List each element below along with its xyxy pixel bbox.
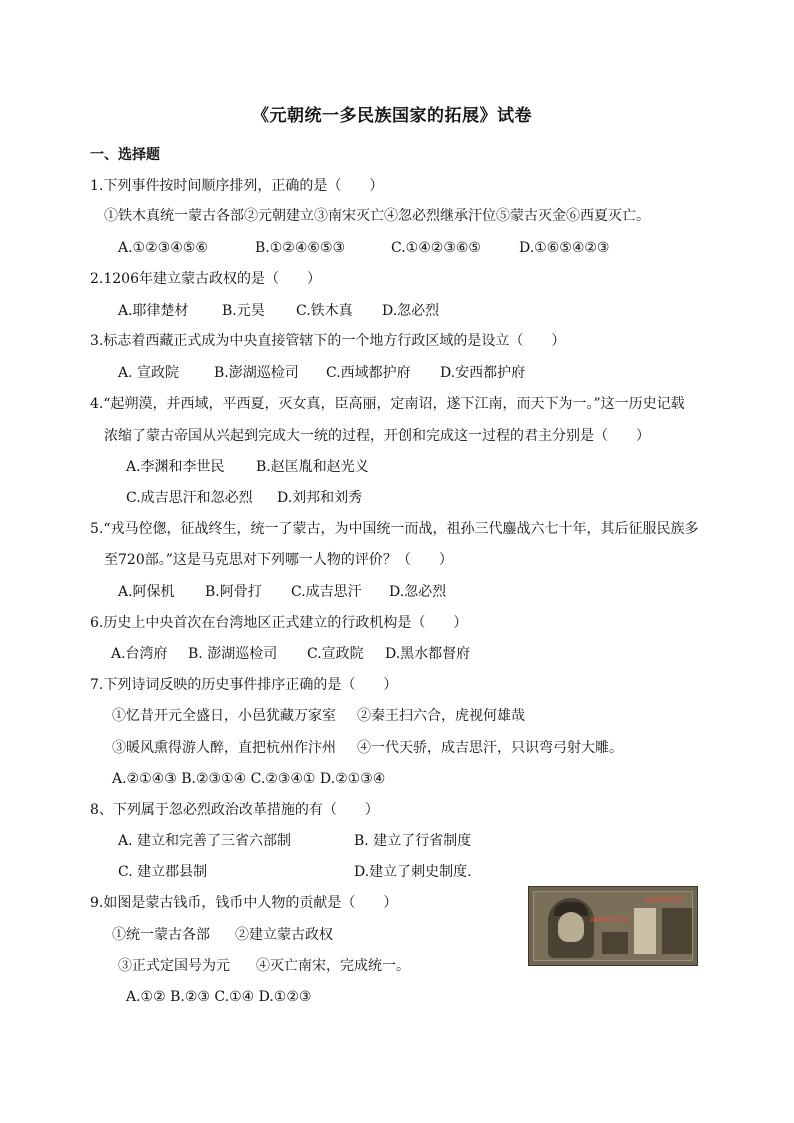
q6-option-c: C.宣政院 (307, 646, 364, 662)
q1-option-c: C.①④②③⑥⑤ (391, 240, 481, 256)
q1-option-b: B.①②④⑥⑤③ (255, 240, 346, 256)
q2-option-b: B.元昊 (222, 303, 265, 319)
q3-stem: 3.标志着西藏正式成为中央直接管辖下的一个地方行政区域的是设立（ ） (90, 333, 566, 349)
q8-stem: 8、下列属于忽必烈政治改革措施的有（ ） (90, 802, 379, 818)
q3-option-a: A. 宣政院 (118, 365, 180, 381)
q7-item-4: ④一代天骄，成吉思汗，只识弯弓射大雕。 (357, 740, 623, 756)
page-title: 《元朝统一多民族国家的拓展》试卷 (252, 106, 532, 126)
q5-option-d: D.忽必烈 (389, 584, 447, 600)
mongolian-banknote-image (528, 886, 698, 966)
q9-item-4: ④灭亡南宋，完成统一。 (256, 958, 410, 974)
q5-option-b: B.阿骨打 (205, 584, 262, 600)
q5-stem-line2: 至720部。”这是马克思对下列哪一人物的评价？（ ） (104, 552, 453, 568)
q6-option-a: A.台湾府 (111, 646, 168, 662)
banknote-watermark-panel (634, 908, 656, 954)
q7-item-1: ①忆昔开元全盛日，小邑犹藏万家室 (112, 708, 336, 724)
portrait-face (558, 912, 584, 942)
q9-stem: 9.如图是蒙古钱币，钱币中人物的贡献是（ ） (90, 895, 398, 911)
q1-items: ①铁木真统一蒙古各部②元朝建立③南宋灭亡④忽必烈继承汗位⑤蒙古灭金⑥西夏灭亡。 (104, 208, 650, 224)
banknote-serial-top: AA5983275 (646, 896, 684, 904)
q8-option-d: D.建立了刺史制度. (354, 864, 472, 880)
q6-option-d: D.黑水都督府 (385, 646, 471, 662)
q4-stem-line2: 浓缩了蒙古帝国从兴起到完成大一统的过程，开创和完成这一过程的君主分别是（ ） (104, 428, 650, 444)
banknote-frame (533, 891, 693, 961)
q1-stem: 1.下列事件按时间顺序排列，正确的是（ ） (90, 178, 384, 194)
q9-item-2: ②建立蒙古政权 (235, 927, 333, 943)
q2-option-a: A.耶律楚材 (118, 303, 189, 319)
genghis-khan-portrait (548, 898, 594, 958)
q5-option-a: A.阿保机 (118, 584, 175, 600)
q8-option-a: A. 建立和完善了三省六部制 (118, 833, 292, 849)
q9-options: A.①② B.②③ C.①④ D.①②③ (126, 989, 312, 1005)
q4-option-d: D.刘邦和刘秀 (277, 490, 363, 506)
q4-option-c: C.成吉思汗和忽必烈 (126, 490, 253, 506)
q7-options: A.②①④③ B.②③①④ C.②③④① D.②①③④ (112, 771, 386, 787)
q3-option-b: B.澎湖巡检司 (214, 365, 299, 381)
q2-stem: 2.1206年建立蒙古政权的是（ ） (90, 271, 321, 287)
q9-item-3: ③正式定国号为元 (118, 958, 230, 974)
q3-option-c: C.西域都护府 (326, 365, 411, 381)
q7-item-3: ③暖风熏得游人醉，直把杭州作汴州 (112, 740, 336, 756)
q6-stem: 6.历史上中央首次在台湾地区正式建立的行政机构是（ ） (90, 615, 468, 631)
q3-option-d: D.安西都护府 (440, 365, 526, 381)
q2-option-d: D.忽必烈 (382, 303, 440, 319)
q8-option-c: C. 建立郡县制 (118, 864, 208, 880)
q7-stem: 7.下列诗词反映的历史事件排序正确的是（ ） (90, 677, 398, 693)
q4-option-a: A.李渊和李世民 (126, 459, 225, 475)
q5-stem-line1: 5.“戎马倥偬，征战终生，统一了蒙古，为中国统一而战，祖孙三代鏖战六七十年，其后征服民族多 (90, 521, 699, 537)
q1-option-a: A.①②③④⑤⑥ (118, 240, 208, 256)
q6-option-b: B. 澎湖巡检司 (188, 646, 278, 662)
banknote-emblem (602, 932, 628, 954)
q4-stem-line1: 4.“起朔漠，并西域，平西夏，灭女真，臣高丽，定南诏，遂下江南，而天下为一。”这一历史记载 (90, 396, 685, 412)
q2-option-c: C.铁木真 (296, 303, 353, 319)
q5-option-c: C.成吉思汗 (291, 584, 362, 600)
q8-option-b: B. 建立了行省制度 (354, 833, 472, 849)
q1-option-d: D.①⑥⑤④②③ (519, 240, 610, 256)
q4-option-b: B.赵匡胤和赵光义 (256, 459, 369, 475)
q9-item-1: ①统一蒙古各部 (112, 927, 210, 943)
q7-item-2: ②秦王扫六合，虎视何雄哉 (357, 708, 525, 724)
banknote-denomination-block (662, 908, 692, 954)
banknote-serial-bottom: AA5983275 (590, 916, 628, 924)
section-heading: 一、选择题 (90, 147, 160, 163)
